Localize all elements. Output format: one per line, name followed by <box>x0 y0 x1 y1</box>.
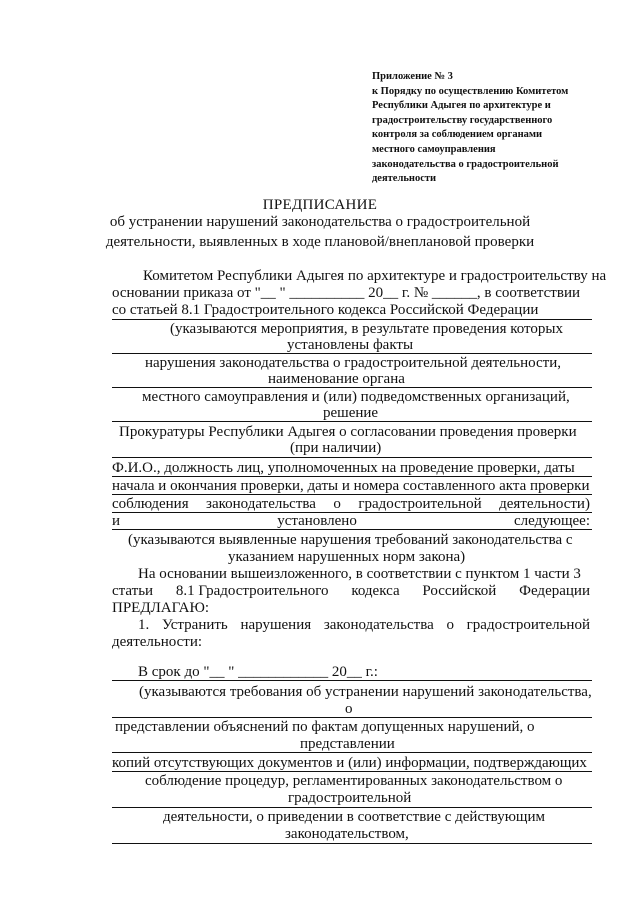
fio-line: Ф.И.О., должность лиц, уполномоченных на проведение проверки, даты <box>112 460 575 476</box>
word: следующее: <box>514 513 590 529</box>
document-subtitle-line: деятельности, выявленных в ходе плановой/внеплановой проверки <box>105 234 535 250</box>
annex-line: деятельности <box>372 173 437 185</box>
annex-line: законодательства о градостроительной <box>372 158 559 170</box>
deadline-line: В срок до "__ " ____________ 20__ г.: <box>138 664 378 680</box>
paragraph-line: основании приказа от "__ " __________ 20__ г. № ______, в соответствии <box>112 285 581 301</box>
paragraph-line: Комитетом Республики Адыгея по архитектуре и градостроительству на <box>143 268 607 284</box>
hint-text: указанием нарушенных норм закона) <box>228 549 466 565</box>
fill-in-line <box>112 387 592 388</box>
fill-in-line <box>112 421 592 422</box>
fill-in-line <box>112 807 592 808</box>
hint-text: представлении объяснений по фактам допущенных нарушений, о <box>115 719 535 735</box>
word: градостроительной <box>358 496 482 512</box>
word: 1. <box>138 617 150 633</box>
word: соблюдения <box>112 496 189 512</box>
hint-text: законодательством, <box>285 826 409 842</box>
hint-text: (указываются требования об устранении нарушений законодательства, <box>139 684 592 700</box>
fio-line-justified <box>112 513 590 530</box>
hint-text: Прокуратуры Республики Адыгея о согласовании проведения проверки <box>119 424 577 440</box>
annex-header <box>372 70 602 187</box>
hint-text: представлении <box>300 736 395 752</box>
proposal-heading: ПРЕДЛАГАЮ: <box>112 600 210 616</box>
fill-in-line <box>112 457 592 458</box>
fill-in-line <box>112 752 592 753</box>
word: 8.1 Градостроительного <box>175 583 329 599</box>
hint-text: (указываются мероприятия, в результате проведения которых <box>170 321 563 337</box>
word: законодательства <box>206 496 316 512</box>
hint-text: установлены факты <box>287 337 414 353</box>
annex-line: к Порядку по осуществлению Комитетом <box>372 85 569 97</box>
word: Устранить <box>161 617 228 633</box>
fill-in-line <box>112 717 592 718</box>
fill-in-line <box>112 353 592 354</box>
word: кодекса <box>351 583 400 599</box>
word: и <box>112 513 121 529</box>
word: градостроительной <box>466 617 590 633</box>
fill-in-line <box>112 771 592 772</box>
word: о <box>333 496 341 512</box>
document-title: ПРЕДПИСАНИЕ <box>262 197 378 213</box>
paragraph-line: со статьей 8.1 Градостроительного кодекса Российской Федерации <box>112 302 539 318</box>
fill-in-line <box>112 476 592 477</box>
annex-line: Республики Адыгея по архитектуре и <box>372 100 551 112</box>
fill-in-line <box>112 529 592 530</box>
hint-text: копий отсутствующих документов и (или) информации, подтверждающих <box>112 755 587 771</box>
hint-text: местного самоуправления и (или) подведомственных организаций, <box>142 389 570 405</box>
word: статьи <box>112 583 154 599</box>
word: установлено <box>277 513 357 529</box>
hint-text: о <box>345 701 353 717</box>
hint-text: деятельности, о приведении в соответствие с действующим <box>163 809 546 825</box>
fill-in-line <box>112 680 592 681</box>
annex-line: градостроительству государственного <box>372 114 553 126</box>
hint-text: (указываются выявленные нарушения требований законодательства с <box>128 532 573 548</box>
annex-line: контроля за соблюдением органами <box>372 129 543 141</box>
fio-line-justified <box>112 496 590 513</box>
word: деятельности) <box>499 496 590 512</box>
hint-text: соблюдение процедур, регламентированных законодательством о <box>145 773 563 789</box>
annex-line: Приложение № 3 <box>372 71 453 82</box>
hint-text: наименование органа <box>268 371 405 387</box>
fill-in-line <box>112 319 592 320</box>
paragraph-line-justified <box>112 583 590 600</box>
word: Федерации <box>519 583 590 599</box>
word: нарушения <box>240 617 312 633</box>
hint-text: нарушения законодательства о градостроительной деятельности, <box>145 355 562 371</box>
hint-text: (при наличии) <box>290 440 382 456</box>
fio-line: начала и окончания проверки, даты и номера составленного акта проверки <box>112 478 590 494</box>
paragraph-line-justified <box>138 617 590 634</box>
paragraph-line: На основании вышеизложенного, в соответствии с пунктом 1 части 3 <box>138 566 581 582</box>
annex-line: местного самоуправления <box>372 143 496 155</box>
word: о <box>446 617 454 633</box>
document-subtitle-line: об устранении нарушений законодательства о градостроительной <box>109 214 531 230</box>
paragraph-line: деятельности: <box>112 634 203 650</box>
word: Российской <box>422 583 497 599</box>
hint-text: градостроительной <box>288 790 412 806</box>
hint-text: решение <box>323 405 379 421</box>
fill-in-line <box>112 494 592 495</box>
fill-in-line <box>112 843 592 844</box>
word: законодательства <box>323 617 434 633</box>
